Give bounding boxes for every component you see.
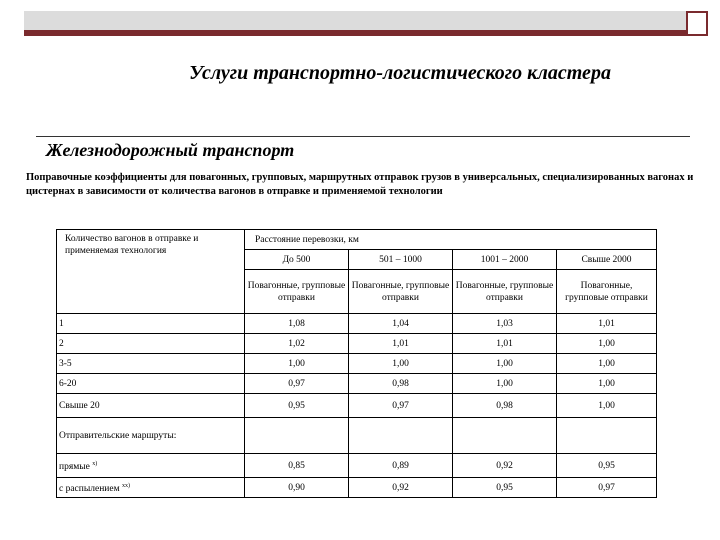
cell: 1,00 bbox=[453, 374, 557, 394]
table-row bbox=[57, 374, 657, 394]
table-row bbox=[57, 478, 657, 498]
cell: 0,97 bbox=[349, 394, 453, 418]
table-row bbox=[57, 354, 657, 374]
route-label: Отправительские маршруты: bbox=[57, 418, 245, 454]
table-row bbox=[57, 334, 657, 354]
cell: 0,98 bbox=[453, 394, 557, 418]
cell-empty bbox=[453, 418, 557, 454]
cell: 1,00 bbox=[557, 334, 657, 354]
shipment-type-0: Повагонные, групповые отправки bbox=[245, 270, 349, 314]
row-label bbox=[57, 478, 245, 498]
table-row bbox=[57, 418, 657, 454]
route-name: прямые bbox=[59, 462, 90, 473]
cell: 0,95 bbox=[453, 478, 557, 498]
cell: 1,01 bbox=[557, 314, 657, 334]
page-subtitle: Железнодорожный транспорт bbox=[46, 140, 295, 160]
title-bar-band bbox=[24, 11, 686, 30]
page-title: Услуги транспортно-логистического кластера bbox=[189, 62, 611, 84]
cell: 0,89 bbox=[349, 454, 453, 478]
title-bar-accent-line bbox=[24, 30, 686, 36]
row-label: Свыше 20 bbox=[57, 394, 245, 418]
row-label: 3-5 bbox=[57, 354, 245, 374]
table-row bbox=[57, 454, 657, 478]
cell: 1,00 bbox=[557, 354, 657, 374]
cell: 1,01 bbox=[349, 334, 453, 354]
row-header-text: Количество вагонов в отправке и применяемая технология bbox=[65, 234, 199, 256]
cell: 1,00 bbox=[453, 354, 557, 374]
cell: 1,08 bbox=[245, 314, 349, 334]
cell: 1,04 bbox=[349, 314, 453, 334]
cell: 0,95 bbox=[245, 394, 349, 418]
row-label: 2 bbox=[57, 334, 245, 354]
table-row bbox=[57, 314, 657, 334]
col-header-3: Свыше 2000 bbox=[557, 250, 657, 270]
cell: 1,00 bbox=[557, 394, 657, 418]
corner-square bbox=[686, 11, 708, 36]
row-label bbox=[57, 454, 245, 478]
cell: 0,95 bbox=[557, 454, 657, 478]
footnote-mark: x) bbox=[92, 460, 98, 467]
col-header-1: 501 – 1000 bbox=[349, 250, 453, 270]
cell-empty bbox=[557, 418, 657, 454]
col-header-0: До 500 bbox=[245, 250, 349, 270]
shipment-type-3: Повагонные, групповые отправки bbox=[557, 270, 657, 314]
shipment-type-2: Повагонные, групповые отправки bbox=[453, 270, 557, 314]
cell: 0,90 bbox=[245, 478, 349, 498]
title-divider bbox=[36, 136, 690, 137]
table-description: Поправочные коэффициенты для повагонных, групповых, маршрутных отправок грузов в универсальных, специализированных вагонах и цистернах в зависимости от количества вагонов в отправке и применяемой технологии bbox=[26, 172, 694, 197]
coefficients-table bbox=[56, 229, 657, 498]
table-row bbox=[57, 394, 657, 418]
cell: 0,97 bbox=[557, 478, 657, 498]
cell: 0,92 bbox=[453, 454, 557, 478]
cell-empty bbox=[245, 418, 349, 454]
distance-header: Расстояние перевозки, км bbox=[245, 230, 657, 250]
cell: 1,03 bbox=[453, 314, 557, 334]
cell: 1,00 bbox=[349, 354, 453, 374]
cell: 0,92 bbox=[349, 478, 453, 498]
footnote-mark: xx) bbox=[121, 482, 130, 489]
cell: 0,85 bbox=[245, 454, 349, 478]
cell: 1,00 bbox=[557, 374, 657, 394]
cell: 0,97 bbox=[245, 374, 349, 394]
cell: 0,98 bbox=[349, 374, 453, 394]
col-header-2: 1001 – 2000 bbox=[453, 250, 557, 270]
shipment-type-1: Повагонные, групповые отправки bbox=[349, 270, 453, 314]
cell: 1,02 bbox=[245, 334, 349, 354]
cell: 1,00 bbox=[245, 354, 349, 374]
row-header-cell bbox=[57, 230, 245, 314]
cell: 1,01 bbox=[453, 334, 557, 354]
cell-empty bbox=[349, 418, 453, 454]
row-label: 1 bbox=[57, 314, 245, 334]
row-label: 6-20 bbox=[57, 374, 245, 394]
route-name: с распылением bbox=[59, 484, 120, 495]
